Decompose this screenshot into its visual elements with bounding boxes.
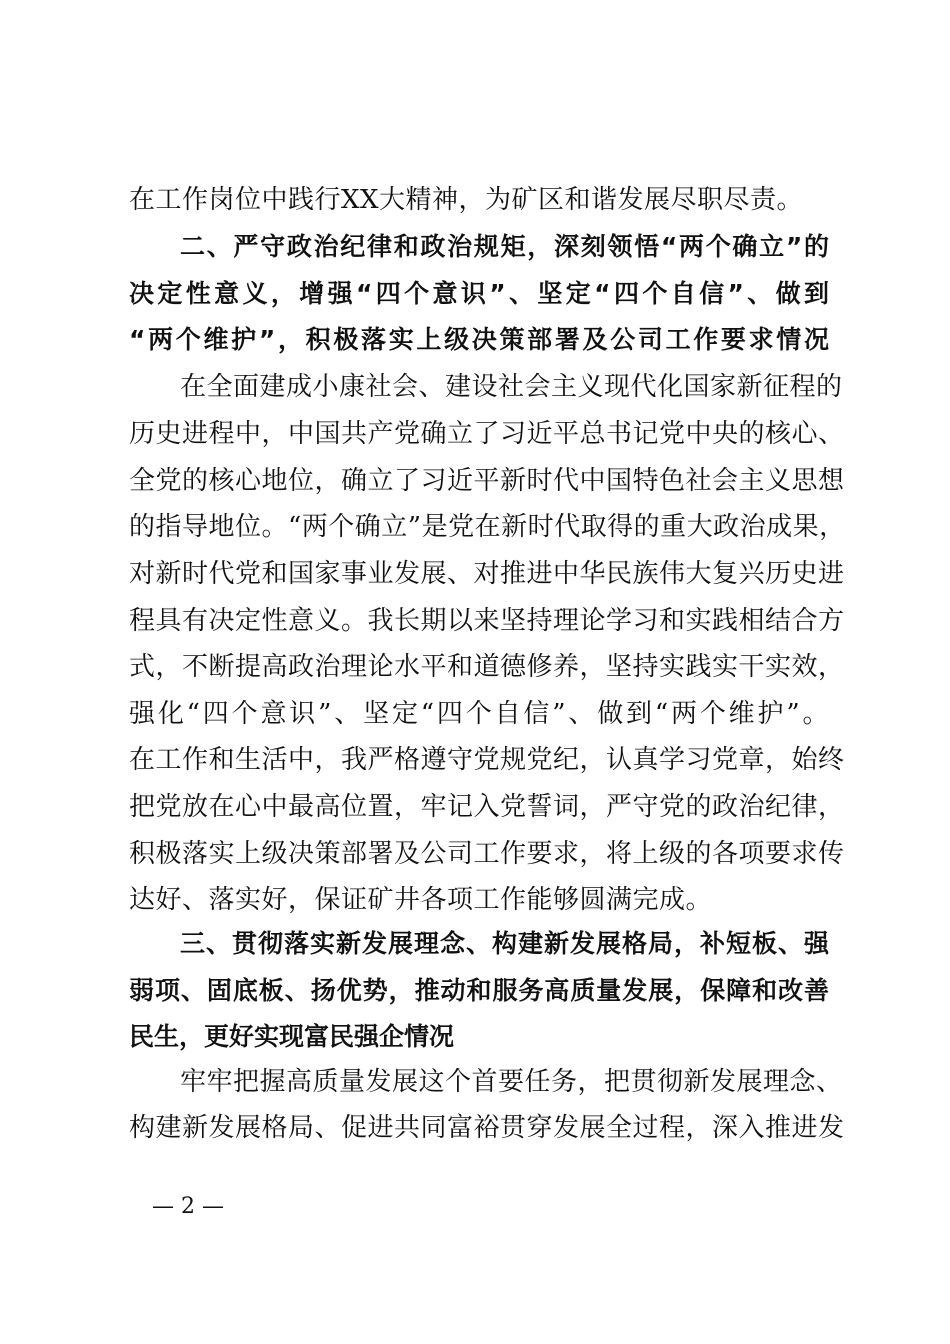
body-text-line: 达好、落实好，保证矿井各项工作能够圆满完成。 — [129, 885, 713, 915]
body-text-line: 的指导地位。“两个确立”是党在新时代取得的重大政治成果， — [129, 512, 846, 542]
body-text-line: 式，不断提高政治理论水平和道德修养，坚持实践实干实效， — [129, 652, 845, 682]
section-heading-2-line-3: “两个维护”，积极落实上级决策部署及公司工作要求情况 — [129, 325, 829, 354]
page-number: — 2 — — [152, 1194, 224, 1219]
body-text-line: 牢牢把握高质量发展这个首要任务，把贯彻新发展理念、 — [180, 1067, 843, 1097]
body-text-line: 在工作岗位中践行XX大精神，为矿区和谐发展尽职尽责。 — [129, 185, 804, 215]
section-heading-2-line-2: 决定性意义，增强“四个意识”、坚定“四个自信”、做到 — [129, 279, 829, 308]
section-heading-2-line-1: 二、严守政治纪律和政治规矩，深刻领悟“两个确立”的 — [180, 232, 829, 261]
body-text-line: 积极落实上级决策部署及公司工作要求，将上级的各项要求传 — [129, 839, 845, 869]
body-text-line: 把党放在心中最高位置，牢记入党誓词，严守党的政治纪律， — [129, 792, 845, 822]
section-heading-3-line-2: 弱项、固底板、扬优势，推动和服务高质量发展，保障和改善 — [129, 976, 829, 1005]
body-text-line: 在工作和生活中，我严格遵守党规党纪，认真学习党章，始终 — [129, 745, 845, 775]
body-text-line: 在全面建成小康社会、建设社会主义现代化国家新征程的 — [180, 372, 843, 402]
section-heading-3-line-1: 三、贯彻落实新发展理念、构建新发展格局，补短板、强 — [180, 929, 829, 958]
body-text-line: 程具有决定性意义。我长期以来坚持理论学习和实践相结合方 — [129, 606, 845, 636]
body-text-line: 构建新发展格局、促进共同富裕贯穿发展全过程，深入推进发 — [129, 1113, 845, 1143]
body-text-line: 全党的核心地位，确立了习近平新时代中国特色社会主义思想 — [129, 466, 845, 496]
body-text-line: 对新时代党和国家事业发展、对推进中华民族伟大复兴历史进 — [129, 559, 845, 589]
body-text-line: 历史进程中，中国共产党确立了习近平总书记党中央的核心、 — [129, 419, 845, 449]
section-heading-3-line-3: 民生，更好实现富民强企情况 — [129, 1022, 455, 1051]
body-text-line: 强化“四个意识”、坚定“四个自信”、做到“两个维护”。 — [129, 699, 829, 729]
